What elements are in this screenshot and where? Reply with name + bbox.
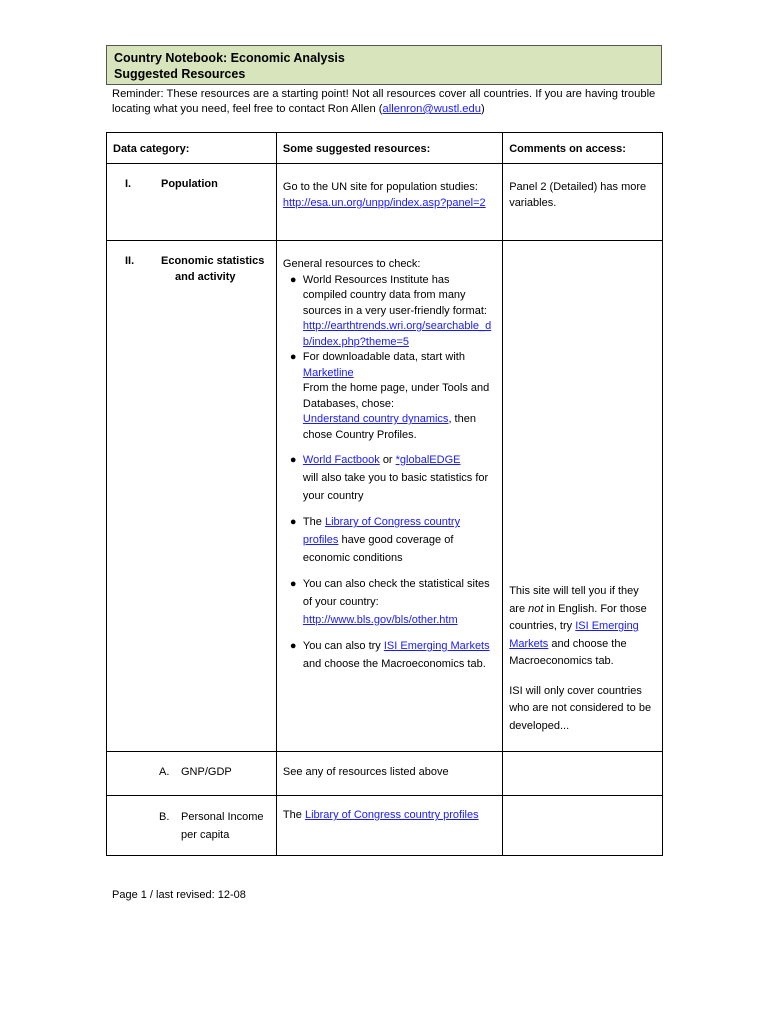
- email-link[interactable]: allenron@wustl.edu: [382, 103, 481, 115]
- bullet-icon: ●: [289, 454, 297, 466]
- statistical-sites-text: You can also check the statistical sites of your country:: [302, 578, 490, 608]
- table-row-gnp: [107, 752, 663, 796]
- document-title: Country Notebook: Economic Analysis: [114, 51, 345, 65]
- isi-emerging-markets-link[interactable]: ISI Emerging Markets: [383, 640, 490, 652]
- list-item: [289, 451, 496, 505]
- country-dynamics-link[interactable]: Understand country dynamics: [302, 413, 449, 425]
- list-item: [289, 575, 496, 629]
- loc-pre: The: [302, 516, 322, 528]
- bullet-icon: ●: [289, 351, 297, 363]
- bullet-icon: ●: [289, 640, 297, 652]
- income-resource-pre: The: [282, 809, 302, 821]
- loc-country-profiles-link[interactable]: Library of Congress country profiles: [302, 516, 461, 546]
- category-income-line1: Personal Income: [181, 811, 264, 823]
- isi-text: and choose the Macroeconomics tab.: [302, 658, 486, 670]
- isi-emerging-markets-comment-link[interactable]: ISI Emerging Markets: [509, 620, 639, 650]
- country-profiles-text: , then chose Country Profiles.: [302, 413, 476, 441]
- marketline-text: For downloadable data, start with: [302, 351, 465, 363]
- table-row-income: [107, 796, 663, 856]
- page-footer: Page 1 / last revised: 12-08: [112, 889, 246, 901]
- bullet-icon: ●: [289, 516, 297, 528]
- world-factbook-link[interactable]: World Factbook: [302, 454, 380, 466]
- un-population-link[interactable]: http://esa.un.org/unpp/index.asp?panel=2: [282, 196, 486, 209]
- or-text: or: [382, 454, 393, 466]
- row-letter: A.: [159, 766, 170, 778]
- list-item: [289, 513, 496, 567]
- list-item: [289, 350, 496, 443]
- isi-coverage-comment: ISI will only cover countries who are not considered to be developed...: [509, 684, 652, 732]
- reminder-note: Reminder: These resources are a starting point! Not all resources cover all countries. If you are having trouble locating what you need, feel free to contact Ron Allen (allenron@wustl.edu): [112, 88, 656, 115]
- gnp-resource: See any of resources listed above: [282, 766, 449, 778]
- table-row-economic: [107, 241, 663, 752]
- marketline-link[interactable]: Marketline: [302, 366, 354, 379]
- header-comments: Comments on access:: [509, 143, 626, 155]
- title-box: [106, 45, 662, 85]
- marketline-instructions: From the home page, under Tools and Databases, chose:: [302, 382, 490, 410]
- wri-text: World Resources Institute has compiled country data from many sources in a very user-friendly format:: [302, 273, 487, 317]
- header-suggested-resources: Some suggested resources:: [282, 143, 431, 155]
- category-income-line2: per capita: [181, 829, 230, 841]
- bullet-icon: ●: [289, 578, 297, 590]
- isi-comment-emphasis: not: [528, 602, 544, 615]
- loc-country-profiles-income-link[interactable]: Library of Congress country profiles: [304, 809, 479, 821]
- reminder-text: Reminder: These resources are a starting point! Not all resources cover all countries. If you are having trouble locating what you need, feel free to contact Ron Allen: [112, 88, 656, 115]
- category-economic-line2: and activity: [175, 270, 236, 283]
- row-number: II.: [125, 255, 135, 267]
- earthtrends-link[interactable]: http://earthtrends.wri.org/searchable_db/index.php?theme=5: [302, 320, 492, 348]
- category-gnp: GNP/GDP: [181, 766, 232, 778]
- isi-comment-mid: in English. For those countries, try: [509, 602, 647, 632]
- isi-pre: You can also try: [302, 640, 381, 652]
- document-subtitle: Suggested Resources: [114, 67, 246, 81]
- row-number: I.: [125, 178, 132, 190]
- isi-comment-post: and choose the Macroeconomics tab.: [509, 637, 627, 667]
- table-header-row: [107, 133, 663, 164]
- general-resources-intro: General resources to check:: [282, 258, 421, 270]
- population-resource-text: Go to the UN site for population studies:: [282, 181, 478, 193]
- table-row-population: [107, 164, 663, 241]
- bls-link[interactable]: http://www.bls.gov/bls/other.htm: [302, 614, 458, 626]
- row-letter: B.: [159, 811, 170, 823]
- category-population: Population: [161, 178, 218, 190]
- category-economic-line1: Economic statistics: [161, 255, 265, 267]
- isi-comment-pre: This site will tell you if they are: [509, 585, 639, 615]
- list-item: [289, 273, 496, 351]
- bullet-icon: ●: [289, 273, 297, 286]
- isi-comment: [509, 583, 656, 671]
- loc-text: have good coverage of economic conditions: [302, 534, 454, 564]
- factbook-text: will also take you to basic statistics for your country: [302, 472, 489, 502]
- globaledge-link[interactable]: *globalEDGE: [395, 454, 461, 466]
- header-data-category: Data category:: [113, 143, 190, 155]
- resources-table: [106, 132, 663, 856]
- population-comment: Panel 2 (Detailed) has more variables.: [509, 181, 647, 209]
- list-item: [289, 637, 496, 673]
